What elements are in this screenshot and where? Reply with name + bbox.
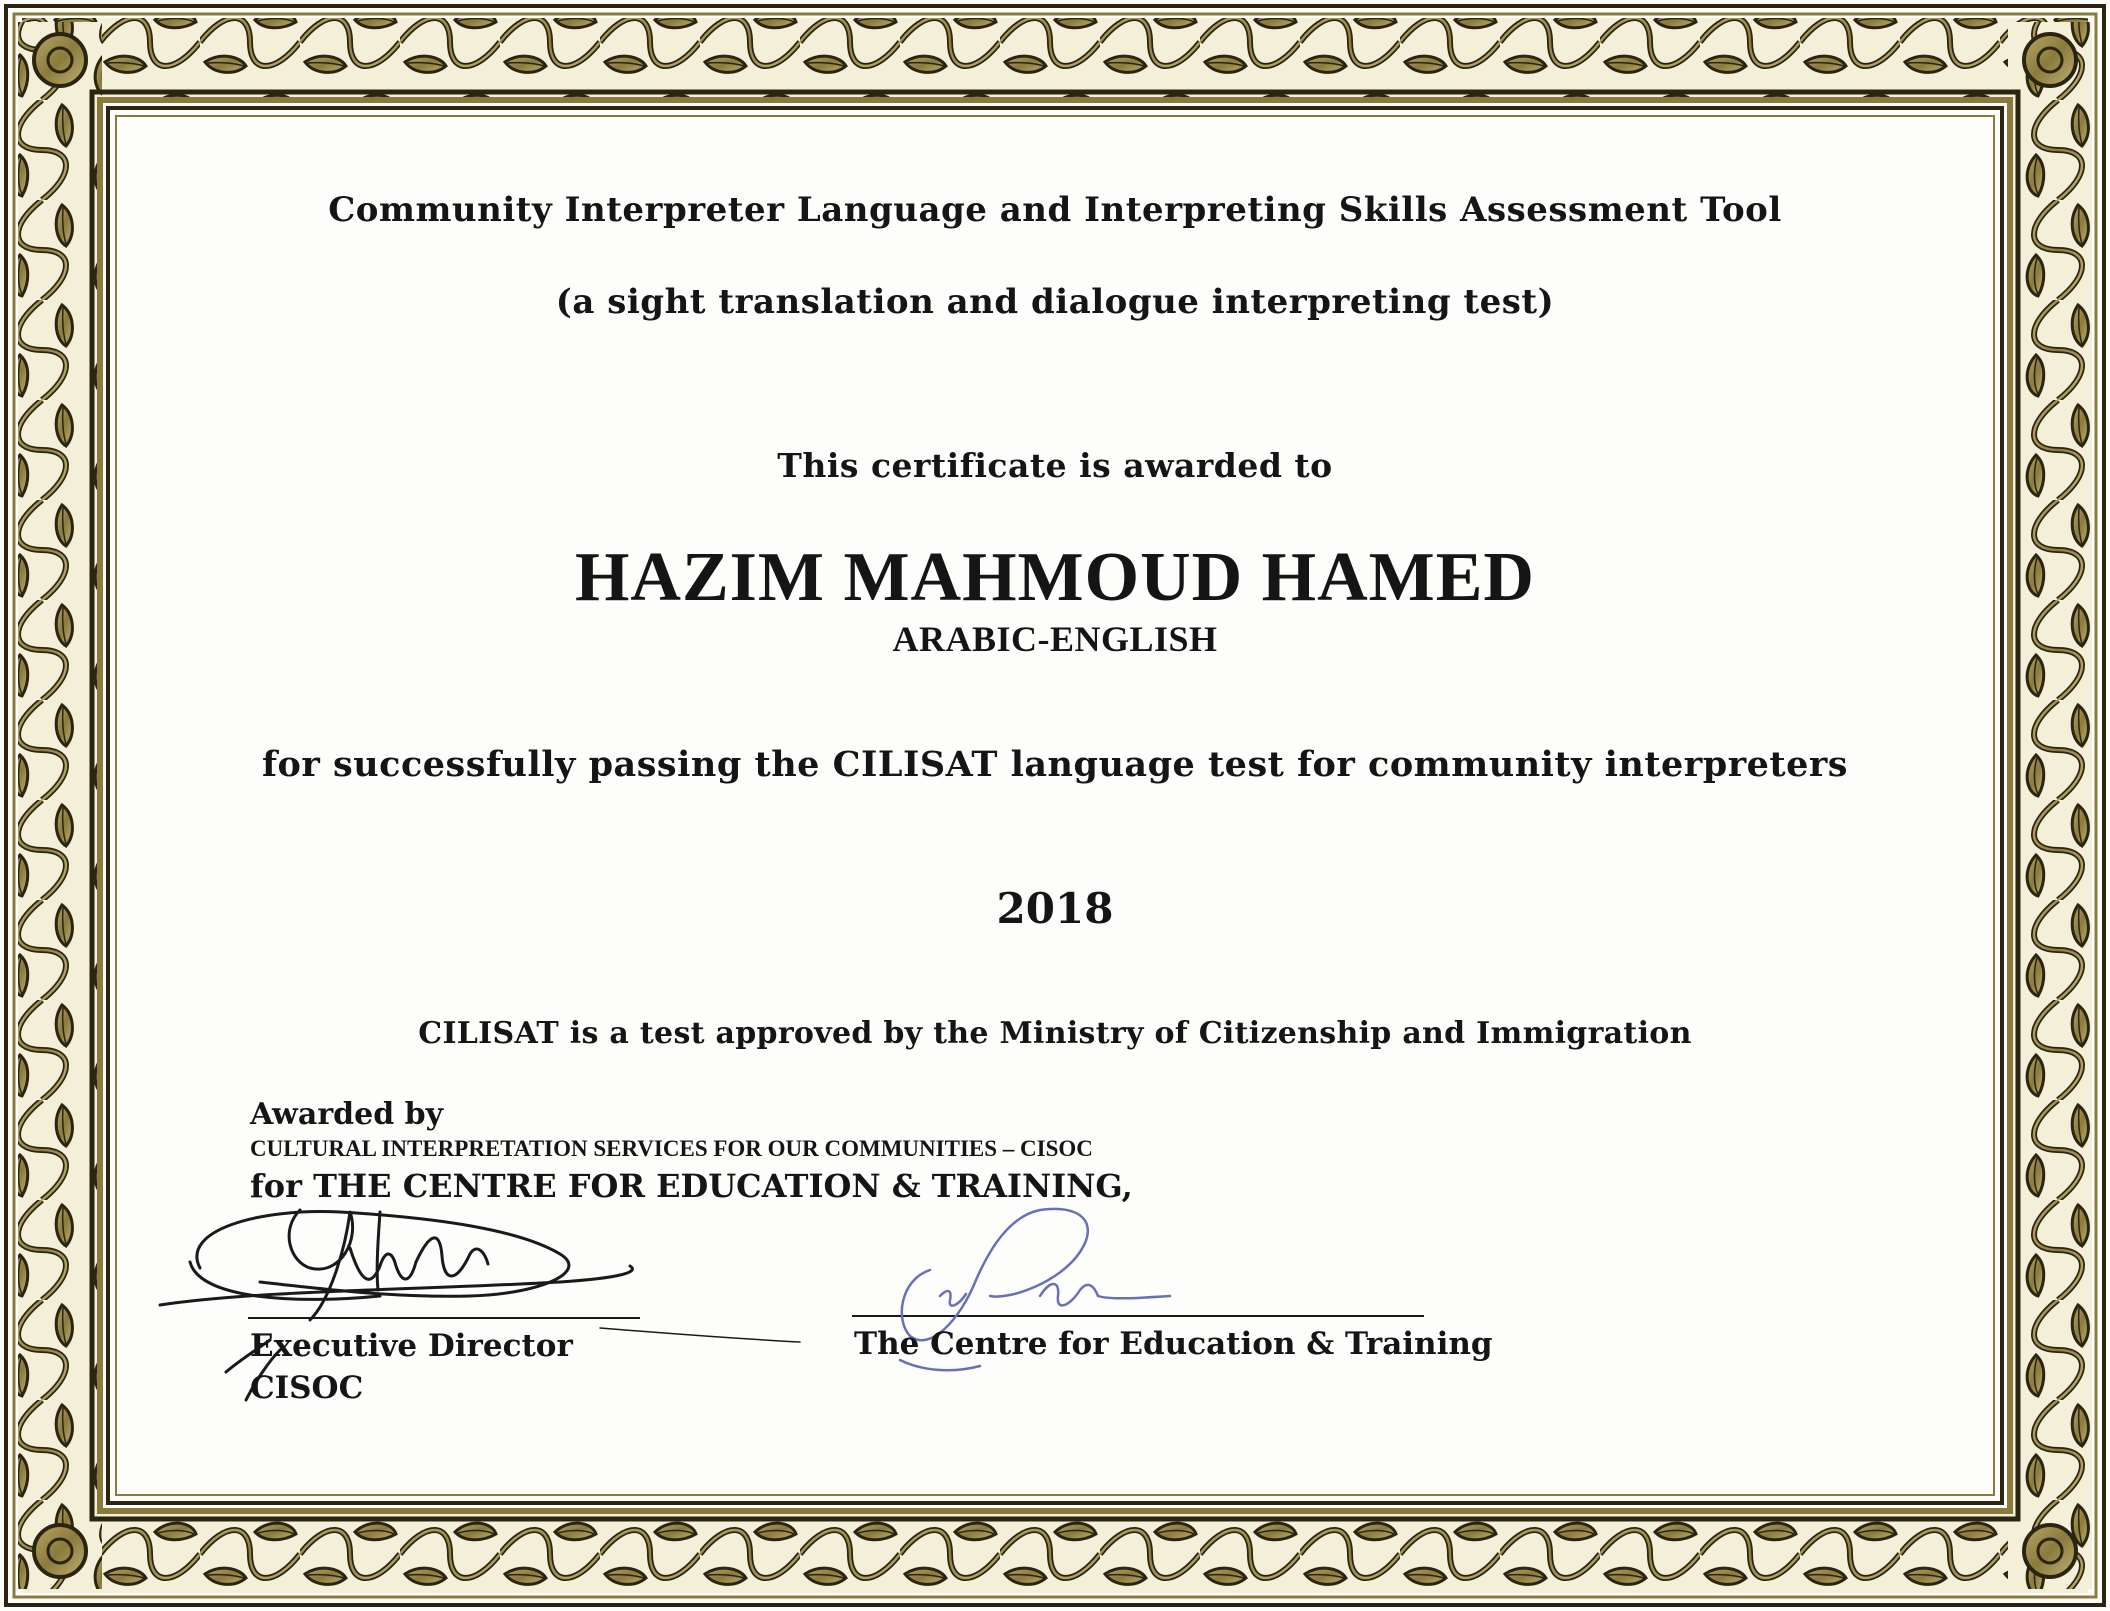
recipient-name: HAZIM MAHMOUD HAMED	[574, 539, 1535, 616]
award-year: 2018	[996, 884, 1114, 933]
language-pair: ARABIC-ENGLISH	[892, 619, 1218, 659]
award-reason: for successfully passing the CILISAT language test for community interpreters	[261, 744, 1849, 785]
awarded-to-text: This certificate is awarded to	[777, 446, 1333, 485]
awarding-organization: CULTURAL INTERPRETATION SERVICES FOR OUR COMMUNITIES – CISOC	[250, 1136, 1093, 1161]
executive-director-title: Executive Director	[250, 1328, 573, 1364]
test-title: Community Interpreter Language and Interpreting Skills Assessment Tool	[328, 190, 1782, 230]
executive-organization: CISOC	[250, 1370, 364, 1406]
on-behalf-of-line: for THE CENTRE FOR EDUCATION & TRAINING,	[250, 1167, 1133, 1205]
test-subtitle: (a sight translation and dialogue interpreting test)	[555, 282, 1555, 322]
awarded-by-label: Awarded by	[250, 1097, 444, 1132]
centre-signature-label: The Centre for Education & Training	[854, 1326, 1493, 1362]
approval-note: CILISAT is a test approved by the Ministry of Citizenship and Immigration	[418, 1016, 1692, 1051]
